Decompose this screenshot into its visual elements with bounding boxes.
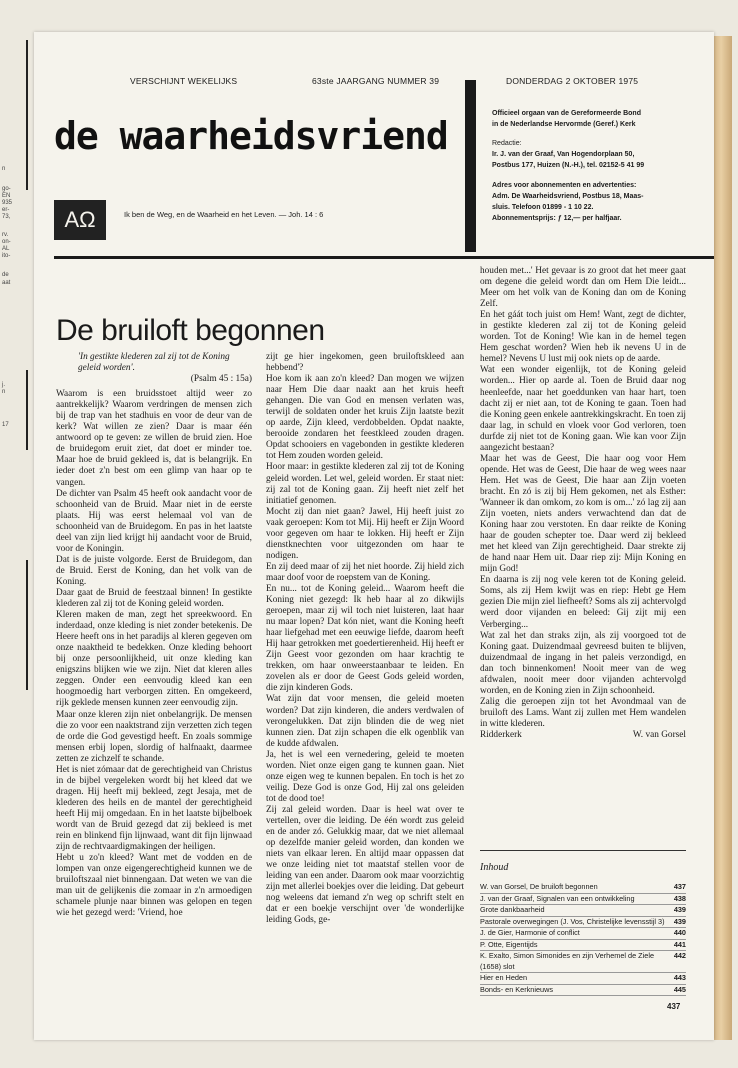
paragraph: Zalig die geroepen zijn tot het Avondmaal van de bruiloft des Lams. Want zij zullen met Hem wandelen in witte klederen. <box>480 696 686 729</box>
paragraph: Kleren maken de man, zegt het spreekwoord. En inderdaad, onze kleding is niet zonder betekenis. De Heere heeft ons in het paradijs al kleren gegeven om onze naaktheid te bedekken. Onze kleding behoort bij onze persoonlijkheid, uit onze kleding kan enigszins blijken wie we zijn. Niet dat kleren alles zeggen. Onder een eenvoudig kleed kan een hoogmoedig hart verborgen zitten. En omgekeerd, rijk geklede mensen kunnen zeer eenvoudig zijn. <box>56 610 252 709</box>
toc-row <box>480 973 686 985</box>
toc-row <box>480 940 686 952</box>
signature-name: W. van Gorsel <box>632 729 686 740</box>
paragraph: Waarom is een bruidsstoet altijd weer zo aantrekkelijk? Waarom verdringen de mensen zich bij de trap van het stadhuis en voor de deur van de kerk? Wat willen ze zien? Daar is maar één antwoord op te geven: ze willen de bruid zien. Hoe de bruidegom eruit ziet, dat doet er minder toe. Maar hoe de bruid gekleed is, dat is belangrijk. En ieder doet z'n best om een glimp van haar op te vangen. <box>56 389 252 488</box>
article-headline: De bruiloft begonnen <box>56 314 325 347</box>
toc-page: 443 <box>673 973 686 982</box>
header-rule <box>54 256 714 259</box>
paragraph: Hebt u zo'n kleed? Want met de vodden en de lompen van onze eigengerechtigheid kunnen we de bruiloftszaal niet binnengaan. Dat weten we van die man uit de gelijkenis die zomaar in z'n armoedigen schamele plunje naar binnen was gelopen en tegen wie het gezegd werd: 'Vriend, hoe <box>56 853 252 919</box>
toc-page: 438 <box>673 893 686 903</box>
toc-row <box>480 985 686 997</box>
toc-entry: J. de Gier, Harmonie of conflict <box>480 928 580 937</box>
prev-page-fragment: 935 <box>2 200 13 206</box>
prev-page-fragment: aat <box>2 280 11 286</box>
redactie-line: Ir. J. van der Graaf, Van Hogendorplaan 50, <box>492 151 635 158</box>
paragraph: Maar het was de Geest, Die haar oog voor Hem opende. Het was de Geest, Die haar de weg wees naar Hem. Het was de Geest, Die haar aan Zijn voeten bracht. En zó is zij bij Hem gekomen, net als Esther: 'Wanneer ik dan omkom, zo kom is om...' zó lag zij aan Zijn voeten, niets anders verwachtend dan dat de Koning haar zou verstoten. En daar reikte de Koning haar de gouden schepter toe. Daar werd zij bekleed met het kleed van Zijn gerechtigheid. Daar strekte zij de hand naar Hem uit. Daar riep zij: Mijn Koning en mijn God! <box>480 453 686 575</box>
article-column-2 <box>266 352 464 926</box>
prev-page-fragment: on- <box>2 239 11 245</box>
toc-entry: Bonds- en Kerknieuws <box>480 984 554 994</box>
toc-row <box>480 928 686 940</box>
prev-page-fragment: 17 <box>2 422 9 428</box>
prev-page-rule <box>26 40 28 190</box>
paragraph: Wat zal het dan straks zijn, als zij voorgoed tot de Koning gaat. Duizendmaal gevreesd buiten te blijven, duizendmaal de ingang in het paleis verzondigd, en dan toch binnenkomen! Nooit meer van de weg afdwalen, nooit meer door vijanden achtervolgd worden, en de Koning zien in Zijn schoonheid. <box>480 630 686 696</box>
paragraph: Hoe kom ik aan zo'n kleed? Dan mogen we wijzen naar Hem Die daar naakt aan het kruis heeft gehangen. Die van God en mensen verlaten was, terwijl de soldaten onder het kruis Zijn laatste bezit op aarde, Zijn kleed, verdobbelden. Opdat naakte, berooide zondaren het feestkleed zouden dragen. Opdat schooiers en vagebonden in gestikte klederen tot Hem zouden worden geleid. <box>266 374 464 462</box>
toc-entry: Pastorale overwegingen (J. Vos, Christelijke levensstijl 3) <box>480 916 665 926</box>
prev-page-fragment: ito- <box>2 253 11 259</box>
prev-page-rule <box>26 560 28 690</box>
paragraph: Zij zal geleid worden. Daar is heel wat over te vertellen, over die leiding. De één wordt zus geleid en de ander zó. Gelukkig maar, dat we niet allemaal op dezelfde manier geleid worden, dan konden we niets van elkaar leren. En altijd maar oppassen dat we onze leiding niet tot maatstaf stellen voor de leiding van een ander. Daarom ook maar voorzichtig zijn met allerlei boekjes over die leiding. Dat gebeurt nog weleens dat iemand z'n weg op schrift stelt en dat er een boekje verschijnt over 'de wonderlijke leiding Gods, ge- <box>266 804 465 926</box>
paragraph: zijt ge hier ingekomen, geen bruiloftskleed aan hebbend'? <box>266 352 464 374</box>
volume-label: 63ste JAARGANG NUMMER 39 <box>312 76 440 86</box>
toc-entry: P. Otte, Eigentijds <box>480 939 538 949</box>
prev-page-rule <box>26 370 28 450</box>
paragraph: En daarna is zij nog vele keren tot de Koning geleid. Soms, als zij Hem kwijt was en riep: Hebt ge Hem gezien Die mijn ziel liefheeft? Soms als zij achtervolgd werd door vijanden en beleed: Gij zijt mij een Verberging... <box>480 575 687 630</box>
epigraph-reference: (Psalm 45 : 15a) <box>190 374 252 385</box>
toc-page: 437 <box>673 882 686 891</box>
toc-entry: Grote dankbaarheid <box>480 905 545 914</box>
paragraph: De dichter van Psalm 45 heeft ook aandacht voor de schoonheid van de Bruid. Maar niet in de eerste plaats. Hij was eerst helemaal vol van de schoonheid van de Bruidegom. En pas in het laatste deel van zijn lied krijgt hij aandacht voor de Bruid, voor de Koningin. <box>56 488 252 554</box>
toc-entry: K. Exalto, Simon Simonides en zijn Verhemel de Ziele (1658) slot <box>480 951 654 971</box>
prev-page-fragment: j. <box>2 382 5 388</box>
masthead-title: de waarheidsvriend <box>54 114 448 158</box>
date-label: DONDERDAG 2 OKTOBER 1975 <box>506 76 639 86</box>
toc-row <box>480 917 686 929</box>
table-of-contents <box>480 882 686 996</box>
toc-title: Inhoud <box>480 862 509 873</box>
signature-place: Ridderkerk <box>480 729 522 740</box>
paragraph: Wat een wonder eigenlijk, tot de Koning geleid worden... Hier op aarde al. Toen de Bruid daar nog heenleefde, naar het goeddunken van haar hart, toen dacht zij er niet aan, tot de Koning te gaan. Toen had die Koning geen enkele aantrekkingskracht. En toen zij daar lag, in schuld en vloek voor God verloren, toen durfde zij niet tot de Koning gaan. Wie kan voor Zijn aangezicht bestaan? <box>480 365 687 453</box>
paragraph: Daar gaat de Bruid de feestzaal binnen! In gestikte klederen zal zij tot de Koning geleid worden. <box>56 587 252 610</box>
prev-page-fragment: er- <box>2 207 10 213</box>
redactie-label: Redactie: <box>492 140 522 147</box>
page-number: 437 <box>667 1002 681 1011</box>
signature <box>480 730 686 741</box>
paragraph: Hoor maar: in gestikte klederen zal zij tot de Koning geleid worden. Let wel, geleid worden. Er staat niet: zij zal tot de Koning gaan. Zij heeft niet zelf het initiatief genomen. <box>266 462 464 506</box>
redactie-line: Postbus 177, Huizen (N.-H.), tel. 02152-5 41 99 <box>492 162 645 169</box>
organ-line: in de Nederlandse Hervormde (Geref.) Kerk <box>492 121 636 128</box>
previous-page-edge <box>0 40 30 1000</box>
paragraph: Het is niet zómaar dat de gerechtigheid van Christus in de bijbel vergeleken wordt bij het kleed dat we dragen. Hij heeft mij bekleed, zegt Jesaja, met de klederen des heils en de mantel der gerechtigheid heeft Hij mij omgedaan. En in het laatste bijbelboek wordt van de Bruid gezegd dat zij bekleed is met rein en blinkend fijn lijnwaad, want dit fijn lijnwaad zijn de rechtvaardigmakingen der heiligen. <box>56 764 252 853</box>
publication-info <box>492 108 707 224</box>
toc-page: 441 <box>673 939 686 949</box>
prev-page-fragment: 73, <box>2 214 11 220</box>
toc-entry: W. van Gorsel, De bruiloft begonnen <box>480 882 598 891</box>
epigraph: 'In gestikte klederen zal zij tot de Koning geleid worden'. <box>78 352 230 374</box>
paragraph: houden met...' Het gevaar is zo groot dat het meer gaat om degene die geleid wordt dan om Hem Die leidt... Meer om het volk van de Koning dan om de Koning Zelf. <box>480 266 686 310</box>
toc-page: 439 <box>673 916 686 926</box>
paragraph: En het gáát toch juist om Hem! Want, zegt de dichter, in gestikte klederen zal zij tot de Koning geleid worden. Tot de Koning! Wie kan in de hemel tegen Hem geschat worden? Wien heb ik nevens U in de hemel? Nevens U lust mij ook niets op de aarde. <box>480 310 686 365</box>
right-page-edge <box>714 36 732 1040</box>
paragraph: Mocht zij dan niet gaan? Jawel, Hij heeft juist zo vaak geroepen: Kom tot Mij. Hij heeft er Zijn Woord voor gegeven om haar te lokken. Hij heeft er Zijn dienstknechten voor uitgezonden om haar te nodigen. <box>266 506 464 561</box>
admin-line: Adm. De Waarheidsvriend, Postbus 18, Maas- <box>492 193 644 200</box>
toc-entry: J. van der Graaf, Signalen van een ontwikkeling <box>480 893 635 903</box>
frequency-label: VERSCHIJNT WEKELIJKS <box>130 76 238 86</box>
toc-page: 442 <box>673 951 686 960</box>
admin-line: sluis. Telefoon 01899 - 1 10 22. <box>492 204 594 211</box>
prev-page-fragment: rv. <box>2 232 9 238</box>
admin-line: Abonnementsprijs: ƒ 12,— per halfjaar. <box>492 215 622 222</box>
logo-text: ΑΩ <box>64 207 96 232</box>
paragraph: Wat zijn dat voor mensen, die geleid moeten worden? Dat zijn kinderen, die anders verdwalen of verongelukken. Dat zijn blinden die de weg niet kunnen zien. Dat zijn schapen die elk ogenblik van de kudde afdwalen. <box>266 694 464 749</box>
motto: Ik ben de Weg, en de Waarheid en het Leven. — Joh. 14 : 6 <box>124 210 324 219</box>
paragraph: Ja, het is wel een vernedering, geleid te moeten worden. Niet onze eigen gang te kunnen gaan. Niet onze eigen weg te kunnen bepalen. En toch is het zo veilig. Deze God is onze God, Hij zal ons geleiden tot de dood toe! <box>266 749 464 804</box>
paragraph: En zij deed maar of zij het niet hoorde. Zij hield zich maar doof voor de roepstem van de Koning. <box>266 561 464 583</box>
prev-page-fragment: n <box>2 166 6 172</box>
admin-line: Adres voor abonnementen en advertenties: <box>492 182 637 189</box>
paragraph: Maar onze kleren zijn niet onbelangrijk. De mensen die zo voor een naaktstrand zijn verzetten zich tegen de orde die God gevestigd heeft. En zoals sommige mensen erbij lopen, slordig of halfnaakt, daarmee zetten ze zichzelf te schande. <box>56 709 252 764</box>
article-column-3 <box>480 266 686 741</box>
toc-page: 445 <box>673 984 686 994</box>
paragraph: En nu... tot de Koning geleid... Waarom heeft die Koning niet gezegd: Ik heb haar al zo dikwijls geroepen, maar zij wil toch niet luisteren, laat haar nu maar lopen? Dat kón niet, want die Koning heeft haar liefgehad met een eeuwige liefde, daarom heeft Hij haar getrokken met goedertierenheid. Hij heeft er Zijn Geest voor gezonden om haar krachtig te trekken, om haar onweerstaanbaar te leiden. En zovelen als er door de Geest Gods geleid worden, die zijn kinderen Gods. <box>266 583 464 694</box>
prev-page-fragment: go- <box>2 186 11 192</box>
toc-top-rule <box>480 850 686 851</box>
toc-row <box>480 905 686 917</box>
prev-page-fragment: n <box>2 389 6 395</box>
article-column-1 <box>56 352 252 919</box>
paragraph: Dat is de juiste volgorde. Eerst de Bruidegom, dan de Bruid. Eerst de Koning, dan het volk van de Koning. <box>56 554 252 587</box>
toc-row <box>480 894 686 906</box>
prev-page-fragment: AL <box>2 246 10 252</box>
prev-page-fragment: de <box>2 272 9 278</box>
toc-row <box>480 951 686 973</box>
masthead-divider-bar <box>465 80 476 252</box>
toc-page: 440 <box>673 928 686 937</box>
alpha-omega-logo <box>54 200 106 240</box>
toc-entry: Hier en Heden <box>480 973 528 982</box>
organ-line: Officieel orgaan van de Gereformeerde Bond <box>492 110 641 117</box>
toc-page: 439 <box>673 905 686 914</box>
toc-row <box>480 882 686 894</box>
newspaper-page <box>34 32 714 1040</box>
prev-page-fragment: EN <box>2 193 11 199</box>
